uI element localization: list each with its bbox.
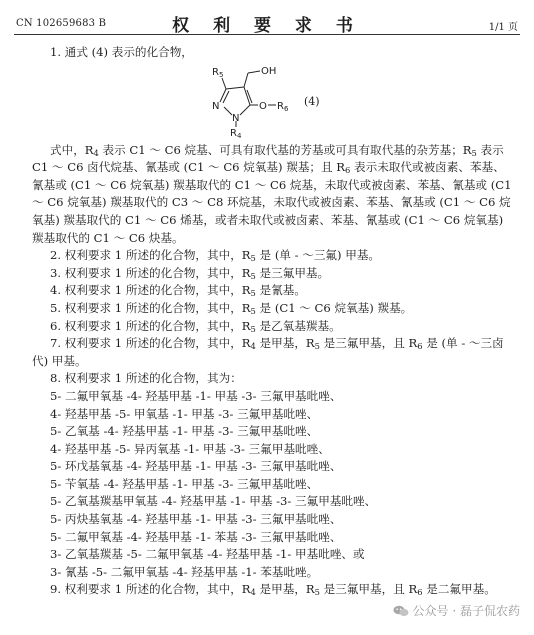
claim-2: 2. 权利要求 1 所述的化合物，其中，$R_5$ 是 (单 - ～三氟) 甲基。 [50,248,381,264]
r6-label: $R_6$ [277,100,289,113]
structure-formula-4 [32,63,514,139]
o-label: O [259,100,267,112]
claim-7: 7. 权利要求 1 所述的化合物，其中，$R_4$ 是甲基，$R_5$ 是三氟甲基，且 $R_6$ 是 (单 - ～三卤代) 甲基。 [32,336,504,368]
list-item: 5- 丙炔基氧基 -4- 羟基甲基 -1- 甲基 -3- 三氟甲基吡唑、 [50,512,342,527]
patent-number: CN 102659683 B [16,18,107,29]
claim-1-definition: 式中，$R_4$ 表示 C1 ～ C6 烷基、可具有取代基的芳基或可具有取代基的杂芳基；$R_5$ 表示 C1 ～ C6 卤代烷基、氰基或 (C1 ～ C6 烷氧基) 羰基；且 $R_6$ 表示未取代或被卤素、苯基、氰基或 (C1 ～ C6 烷氧基) 羰基取代的 C1 ～ C6 烷基，未取代或被卤素、苯基、氰基或 (C1 ～ C6 烷氧基) 羰基取代的 C3 ～ C8 环烷基，未取代或被卤素、苯基、氰基或 (C1 ～ C6 烷氧基) 羰基取代的 C1 ～ C6 烯基，或者未取代或被卤素、苯基、氰基或 (C1 ～ C6 烷氧基) 羰基取代的 C1 ～ C6 炔基。 [32,142,512,245]
claim-3: 3. 权利要求 1 所述的化合物，其中，$R_5$ 是三氟甲基。 [50,265,330,281]
page-title: 权 利 要 求 书 [172,16,362,36]
claim-8-intro: 8. 权利要求 1 所述的化合物，其为： [50,371,242,386]
list-item: 4- 羟基甲基 -5- 异丙氧基 -1- 甲基 -3- 三氟甲基吡唑、 [50,441,330,456]
list-item: 5- 二氟甲氧基 -4- 羟基甲基 -1- 苯基 -3- 三氟甲基吡唑、 [50,529,342,544]
list-item: 5- 苄氧基 -4- 羟基甲基 -1- 甲基 -3- 三氟甲基吡唑、 [50,476,319,491]
list-item: 5- 乙氧基羰基甲氧基 -4- 羟基甲基 -1- 甲基 -3- 三氟甲基吡唑、 [50,494,377,509]
claim-1-intro: 1. 通式 (4) 表示的化合物， [50,45,193,59]
claims-body [32,44,514,599]
oh-label: OH [261,65,277,77]
wechat-icon [393,605,409,617]
list-item: 4- 羟基甲基 -5- 甲氧基 -1- 甲基 -3- 三氟甲基吡唑、 [50,406,319,421]
claim-4: 4. 权利要求 1 所述的化合物，其中，$R_5$ 是氰基。 [50,283,306,299]
n2-label: N [212,100,220,112]
claim-9: 9. 权利要求 1 所述的化合物，其中，$R_4$ 是甲基，$R_5$ 是三氟甲基，且 $R_6$ 是二氟甲基。 [50,582,496,598]
claim-5: 5. 权利要求 1 所述的化合物，其中，$R_5$ 是 (C1 ～ C6 烷氧基) 羰基。 [50,300,413,317]
n1-label: N [232,112,240,124]
claim-6: 6. 权利要求 1 所述的化合物，其中，$R_5$ 是乙氧基羰基。 [50,318,341,334]
formula-number: (4) [304,94,320,108]
r4-label: $R_4$ [230,127,242,139]
watermark-text: 公众号 · 磊子侃农药 [412,604,520,618]
list-item: 5- 环戊基氧基 -4- 羟基甲基 -1- 甲基 -3- 三氟甲基吡唑、 [50,459,342,474]
list-item: 5- 乙氧基 -4- 羟基甲基 -1- 甲基 -3- 三氟甲基吡唑、 [50,424,319,439]
page-number: 1/1 页 [488,22,518,33]
watermark [393,602,520,619]
pyrazole-structure [192,63,302,139]
list-item: 3- 乙氧基羰基 -5- 二氟甲氧基 -4- 羟基甲基 -1- 甲基吡唑、或 [50,547,365,562]
page-header [14,8,520,35]
r5-label: $R_5$ [212,66,224,79]
list-item: 3- 氰基 -5- 二氟甲氧基 -4- 羟基甲基 -1- 苯基吡唑。 [50,564,319,579]
list-item: 5- 二氟甲氧基 -4- 羟基甲基 -1- 甲基 -3- 三氟甲基吡唑、 [50,388,342,403]
